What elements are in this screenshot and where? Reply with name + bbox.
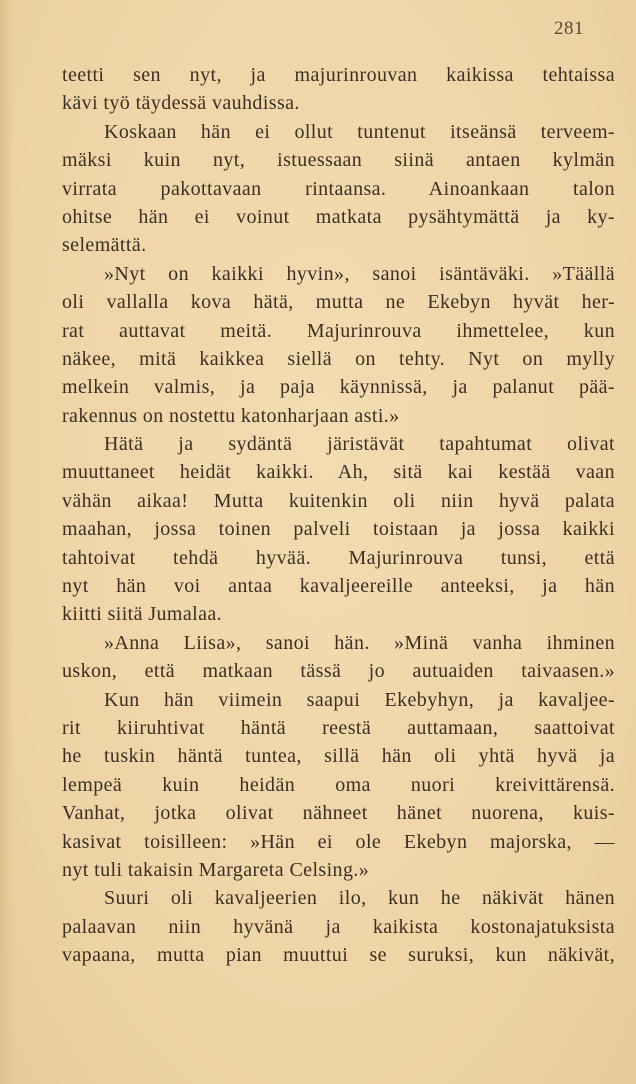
text-line: palaavan niin hyvänä ja kaikista kostonajatuksista — [62, 915, 615, 938]
text-line: kasivat toisilleen: »Hän ei ole Ekebyn majorska, — — [62, 830, 615, 853]
text-line: Vanhat, jotka olivat nähneet hänet nuorena, kuis- — [62, 802, 615, 825]
text-line: ohitse hän ei voinut matkata pysähtymättä ja ky- — [62, 205, 615, 228]
text-line: rakennus on nostettu katonharjaan asti.» — [62, 404, 400, 427]
text-line: melkein valmis, ja paja käynnissä, ja palanut pää- — [62, 376, 615, 399]
text-line: rat auttavat meitä. Majurinrouva ihmettelee, kun — [62, 319, 615, 342]
body-text — [62, 61, 615, 970]
text-line: muuttaneet heidät kaikki. Ah, sitä kai kestää vaan — [62, 461, 615, 484]
text-line: »Anna Liisa», sanoi hän. »Minä vanha ihminen — [104, 631, 615, 654]
text-line: näkee, mitä kaikkea siellä on tehty. Nyt on mylly — [62, 347, 615, 370]
text-line: mäksi kuin nyt, istuessaan siinä antaen kylmän — [62, 149, 615, 172]
text-line: oli vallalla kova hätä, mutta ne Ekebyn hyvät her- — [62, 291, 615, 314]
text-line: nyt tuli takaisin Margareta Celsing.» — [62, 858, 370, 881]
text-line: Suuri oli kavaljeerien ilo, kun he näkivät hänen — [104, 887, 615, 910]
page-edge-shadow — [0, 0, 14, 1084]
text-line: maahan, jossa toinen palveli toistaan ja jossa kaikki — [62, 518, 615, 541]
text-line: nyt hän voi antaa kavaljeereille anteeksi, ja hän — [62, 575, 615, 598]
paragraph — [62, 629, 615, 686]
text-line: uskon, että matkaan tässä jo autuaiden taivaasen.» — [62, 660, 615, 683]
text-line: kävi työ täydessä vauhdissa. — [62, 92, 300, 115]
text-line: tahtoivat tehdä hyvää. Majurinrouva tunsi, että — [62, 546, 615, 569]
text-line: Kun hän viimein saapui Ekebyhyn, ja kavaljee- — [104, 688, 615, 711]
page-number: 281 — [554, 18, 584, 39]
paragraph — [62, 686, 615, 885]
text-line: teetti sen nyt, ja majurinrouvan kaikissa tehtaissa — [62, 64, 615, 86]
text-line: he tuskin häntä tuntea, sillä hän oli yhtä hyvä ja — [62, 745, 615, 768]
paragraph — [62, 260, 615, 430]
text-line: rit kiiruhtivat häntä reestä auttamaan, saattoivat — [62, 716, 615, 739]
text-line: »Nyt on kaikki hyvin», sanoi isäntäväki. »Täällä — [104, 262, 615, 285]
paragraph — [62, 118, 615, 260]
text-line: lempeä kuin heidän oma nuori kreivittärensä. — [62, 773, 615, 796]
text-line: Koskaan hän ei ollut tuntenut itseänsä terveem- — [104, 120, 615, 143]
text-line: vähän aikaa! Mutta kuitenkin oli niin hyvä palata — [62, 489, 615, 512]
paragraph — [62, 884, 615, 969]
paragraph — [62, 61, 615, 118]
text-line: kiitti siitä Jumalaa. — [62, 603, 223, 626]
text-line: Hätä ja sydäntä järistävät tapahtumat olivat — [104, 433, 615, 456]
text-line: virrata pakottavaan rintaansa. Ainoankaan talon — [62, 177, 615, 200]
text-line: vapaana, mutta pian muuttui se suruksi, kun näkivät, — [62, 944, 615, 967]
text-line: selemättä. — [62, 234, 147, 257]
paragraph — [62, 430, 615, 629]
